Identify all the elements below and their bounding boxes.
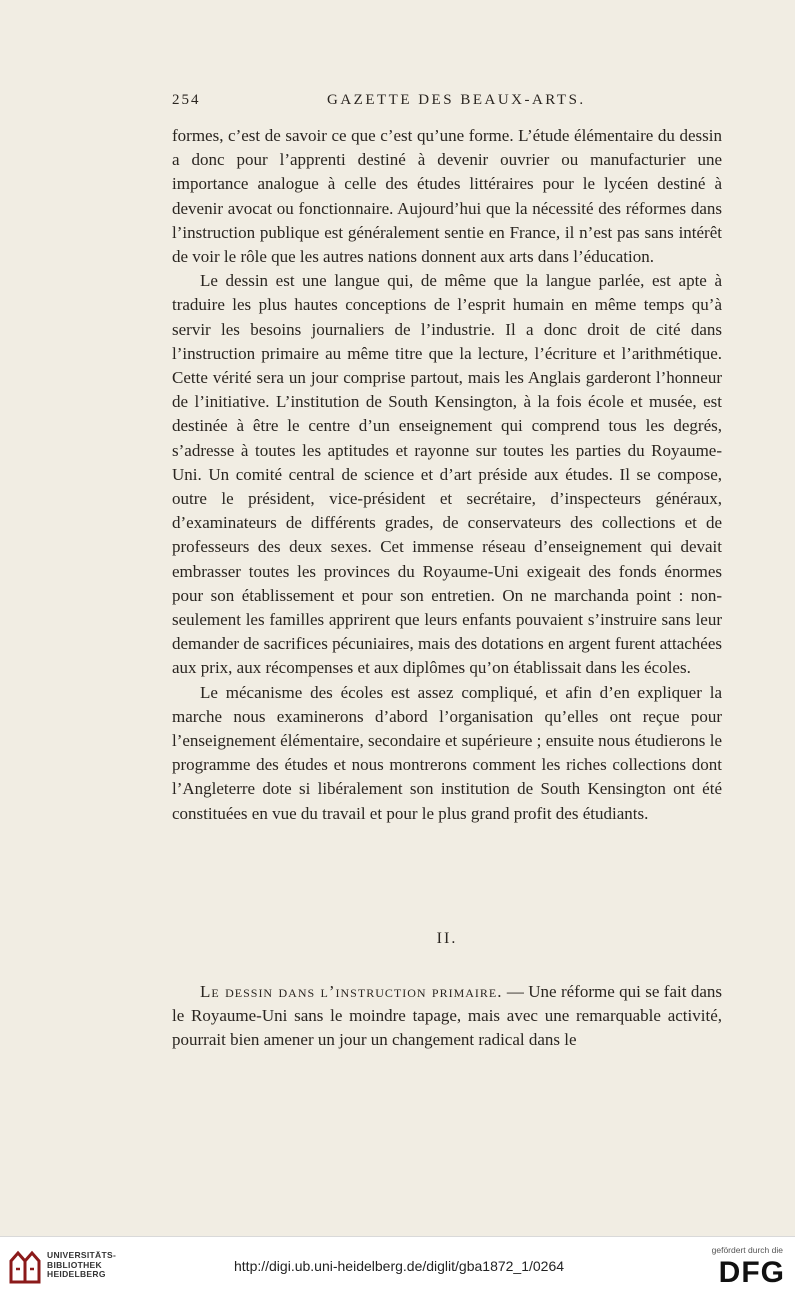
running-title: GAZETTE DES BEAUX-ARTS. (327, 92, 586, 108)
section-heading: Le dessin dans l’instruction primaire. (200, 982, 503, 1001)
funded-by-label: gefördert durch die (711, 1245, 783, 1255)
section-paragraph (172, 980, 722, 1053)
paragraph-1: formes, c’est de savoir ce que c’est qu’une forme. L’étude élémentaire du dessin a donc pour l’apprenti destiné à devenir ouvrier ou manufacturier une importance analogue à celle des études littéraires pour le lycéen destiné à devenir avocat ou fonctionnaire. Aujourd’hui que la nécessité des réformes dans l’instruction publique est généralement sentie en France, il n’est pas sans intérêt de voir le rôle que les autres nations donnent aux arts dans l’éducation. (172, 126, 722, 267)
library-name (47, 1251, 116, 1280)
library-name-line-2: BIBLIOTHEK (47, 1259, 102, 1270)
paragraph-3: Le mécanisme des écoles est assez compliqué, et afin d’en expliquer la marche nous examinerons d’abord l’organisation qu’elles ont reçue pour l’enseignement élémentaire, secondaire et supérieure ; ensuite nous étudierons le programme des études et nous montrerons comment les riches collections dont l’Angleterre dote si libéralement son institution de South Kensington ont été constituées en vue du travail et pour le plus grand profit des étudiants. (172, 682, 722, 823)
paragraph-2: Le dessin est une langue qui, de même que la langue parlée, est apte à traduire les plus hautes conceptions de l’esprit humain en même temps qu’à servir les besoins journaliers de l’industrie. Il a donc droit de cité dans l’instruction primaire au même titre que la lecture, l’écriture et l’arithmétique. Cette vérité sera un jour comprise partout, mais les Anglais garderont l’honneur de l’initiative. L’institution de South Kensington, à la fois école et musée, est destinée à être le centre d’un enseignement qui comprend tous les degrés, s’adresse à toutes les aptitudes et rayonne sur toutes les parties du Royaume-Uni. Un comité central de science et d’art préside aux études. Il se compose, outre le président, vice-président et secrétaire, d’inspecteurs généraux, d’examinateurs de différents grades, de conservateurs des collections et de professeurs des deux sexes. Cet immense réseau d’enseignement qui devait embrasser toutes les provinces du Royaume-Uni exigeait des fonds énormes pour son établissement et pour son entretien. On ne marchanda point : non-seulement les familles apprirent que leurs enfants pouvaient s’instruire sans leur demander de sacrifices pécuniaires, mais des dotations en argent furent attachées aux prix, aux récompenses et aux diplômes qu’on établissait dans les écoles. (172, 271, 722, 678)
running-header (172, 92, 722, 114)
section-number: II. (436, 930, 458, 947)
permalink-url[interactable]: http://digi.ub.uni-heidelberg.de/diglit/gba1872_1/0264 (234, 1258, 565, 1274)
page-number: 254 (172, 92, 201, 108)
dfg-logo[interactable]: DFG (718, 1256, 785, 1289)
body-text (172, 124, 722, 826)
library-name-line-3: HEIDELBERG (47, 1269, 106, 1279)
section-text: — Une réforme qui se fait dans le Royaume-Uni sans le moindre tapage, mais avec une remarquable activité, pourrait bien amener un jour un changement radical dans le (172, 982, 722, 1050)
digitization-footer (0, 1236, 795, 1293)
library-name-line-1: UNIVERSITÄTS- (47, 1250, 117, 1260)
heidelberg-library-logo-icon[interactable] (8, 1247, 42, 1285)
